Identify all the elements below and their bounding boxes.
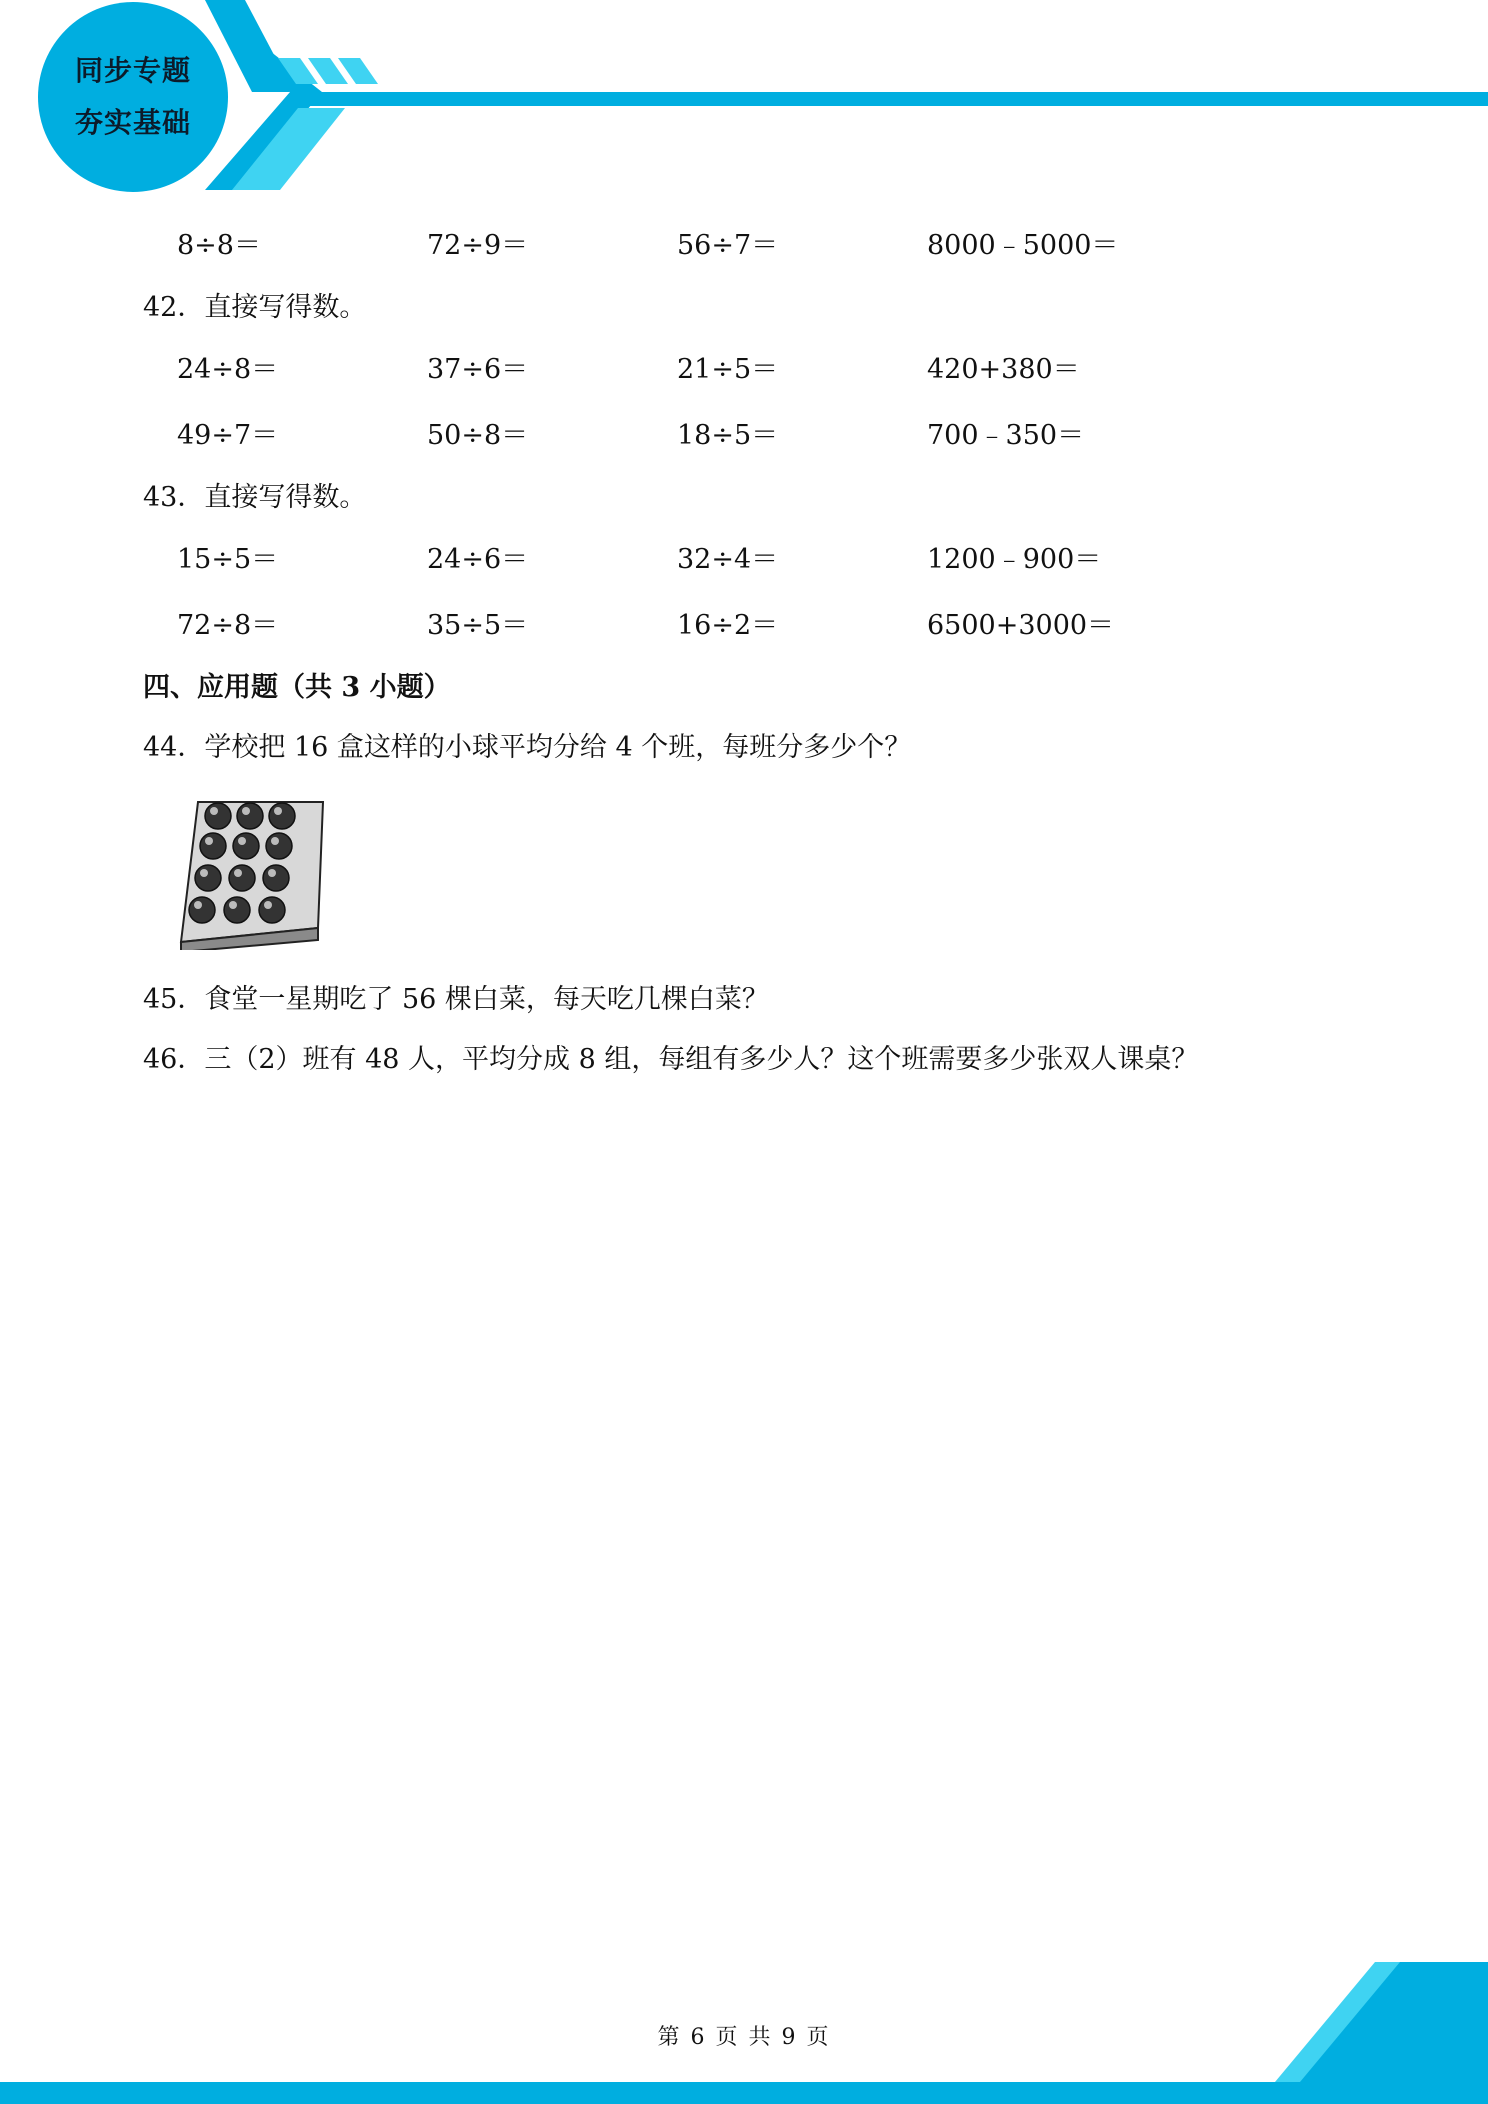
header-badge xyxy=(38,2,228,192)
equation-row xyxy=(0,350,1488,390)
question-46: 46．三（2）班有 48 人，平均分成 8 组，每组有多少人？这个班需要多少张双人课桌？ xyxy=(143,1044,1199,1075)
equation: 24÷6＝ xyxy=(427,544,529,575)
equation: 15÷5＝ xyxy=(177,544,279,575)
badge-line-1: 同步专题 xyxy=(74,54,191,87)
equation: 32÷4＝ xyxy=(677,544,779,575)
equation: 72÷9＝ xyxy=(427,230,529,261)
equation: 35÷5＝ xyxy=(427,610,529,641)
equation: 18÷5＝ xyxy=(677,420,779,451)
page-number: 第 6 页 共 9 页 xyxy=(657,2025,831,2050)
equation: 16÷2＝ xyxy=(677,610,779,641)
equation: 37÷6＝ xyxy=(427,354,529,385)
badge-line-2: 夯实基础 xyxy=(74,106,191,139)
equation: 72÷8＝ xyxy=(177,610,279,641)
equation: 6500+3000＝ xyxy=(927,610,1115,641)
equation: 8000﹣5000＝ xyxy=(927,230,1119,261)
equation: 8÷8＝ xyxy=(177,230,261,261)
equation: 49÷7＝ xyxy=(177,420,279,451)
equation-row xyxy=(0,226,1488,266)
equation-row xyxy=(0,540,1488,580)
equation-row xyxy=(0,416,1488,456)
section-4-heading: 四、应用题（共 3 小题） xyxy=(143,672,451,703)
equation: 1200﹣900＝ xyxy=(927,544,1102,575)
question-44: 44．学校把 16 盒这样的小球平均分给 4 个班，每班分多少个？ xyxy=(143,732,912,763)
equation: 24÷8＝ xyxy=(177,354,279,385)
equation-row xyxy=(0,606,1488,646)
equation: 21÷5＝ xyxy=(677,354,779,385)
ball-box-icon xyxy=(178,796,328,950)
equation: 700﹣350＝ xyxy=(927,420,1085,451)
equation: 420+380＝ xyxy=(927,354,1080,385)
question-45: 45．食堂一星期吃了 56 棵白菜，每天吃几棵白菜？ xyxy=(143,984,769,1015)
question-43-title: 43．直接写得数。 xyxy=(143,482,367,513)
question-42-title: 42．直接写得数。 xyxy=(143,292,367,323)
equation: 50÷8＝ xyxy=(427,420,529,451)
equation: 56÷7＝ xyxy=(677,230,779,261)
